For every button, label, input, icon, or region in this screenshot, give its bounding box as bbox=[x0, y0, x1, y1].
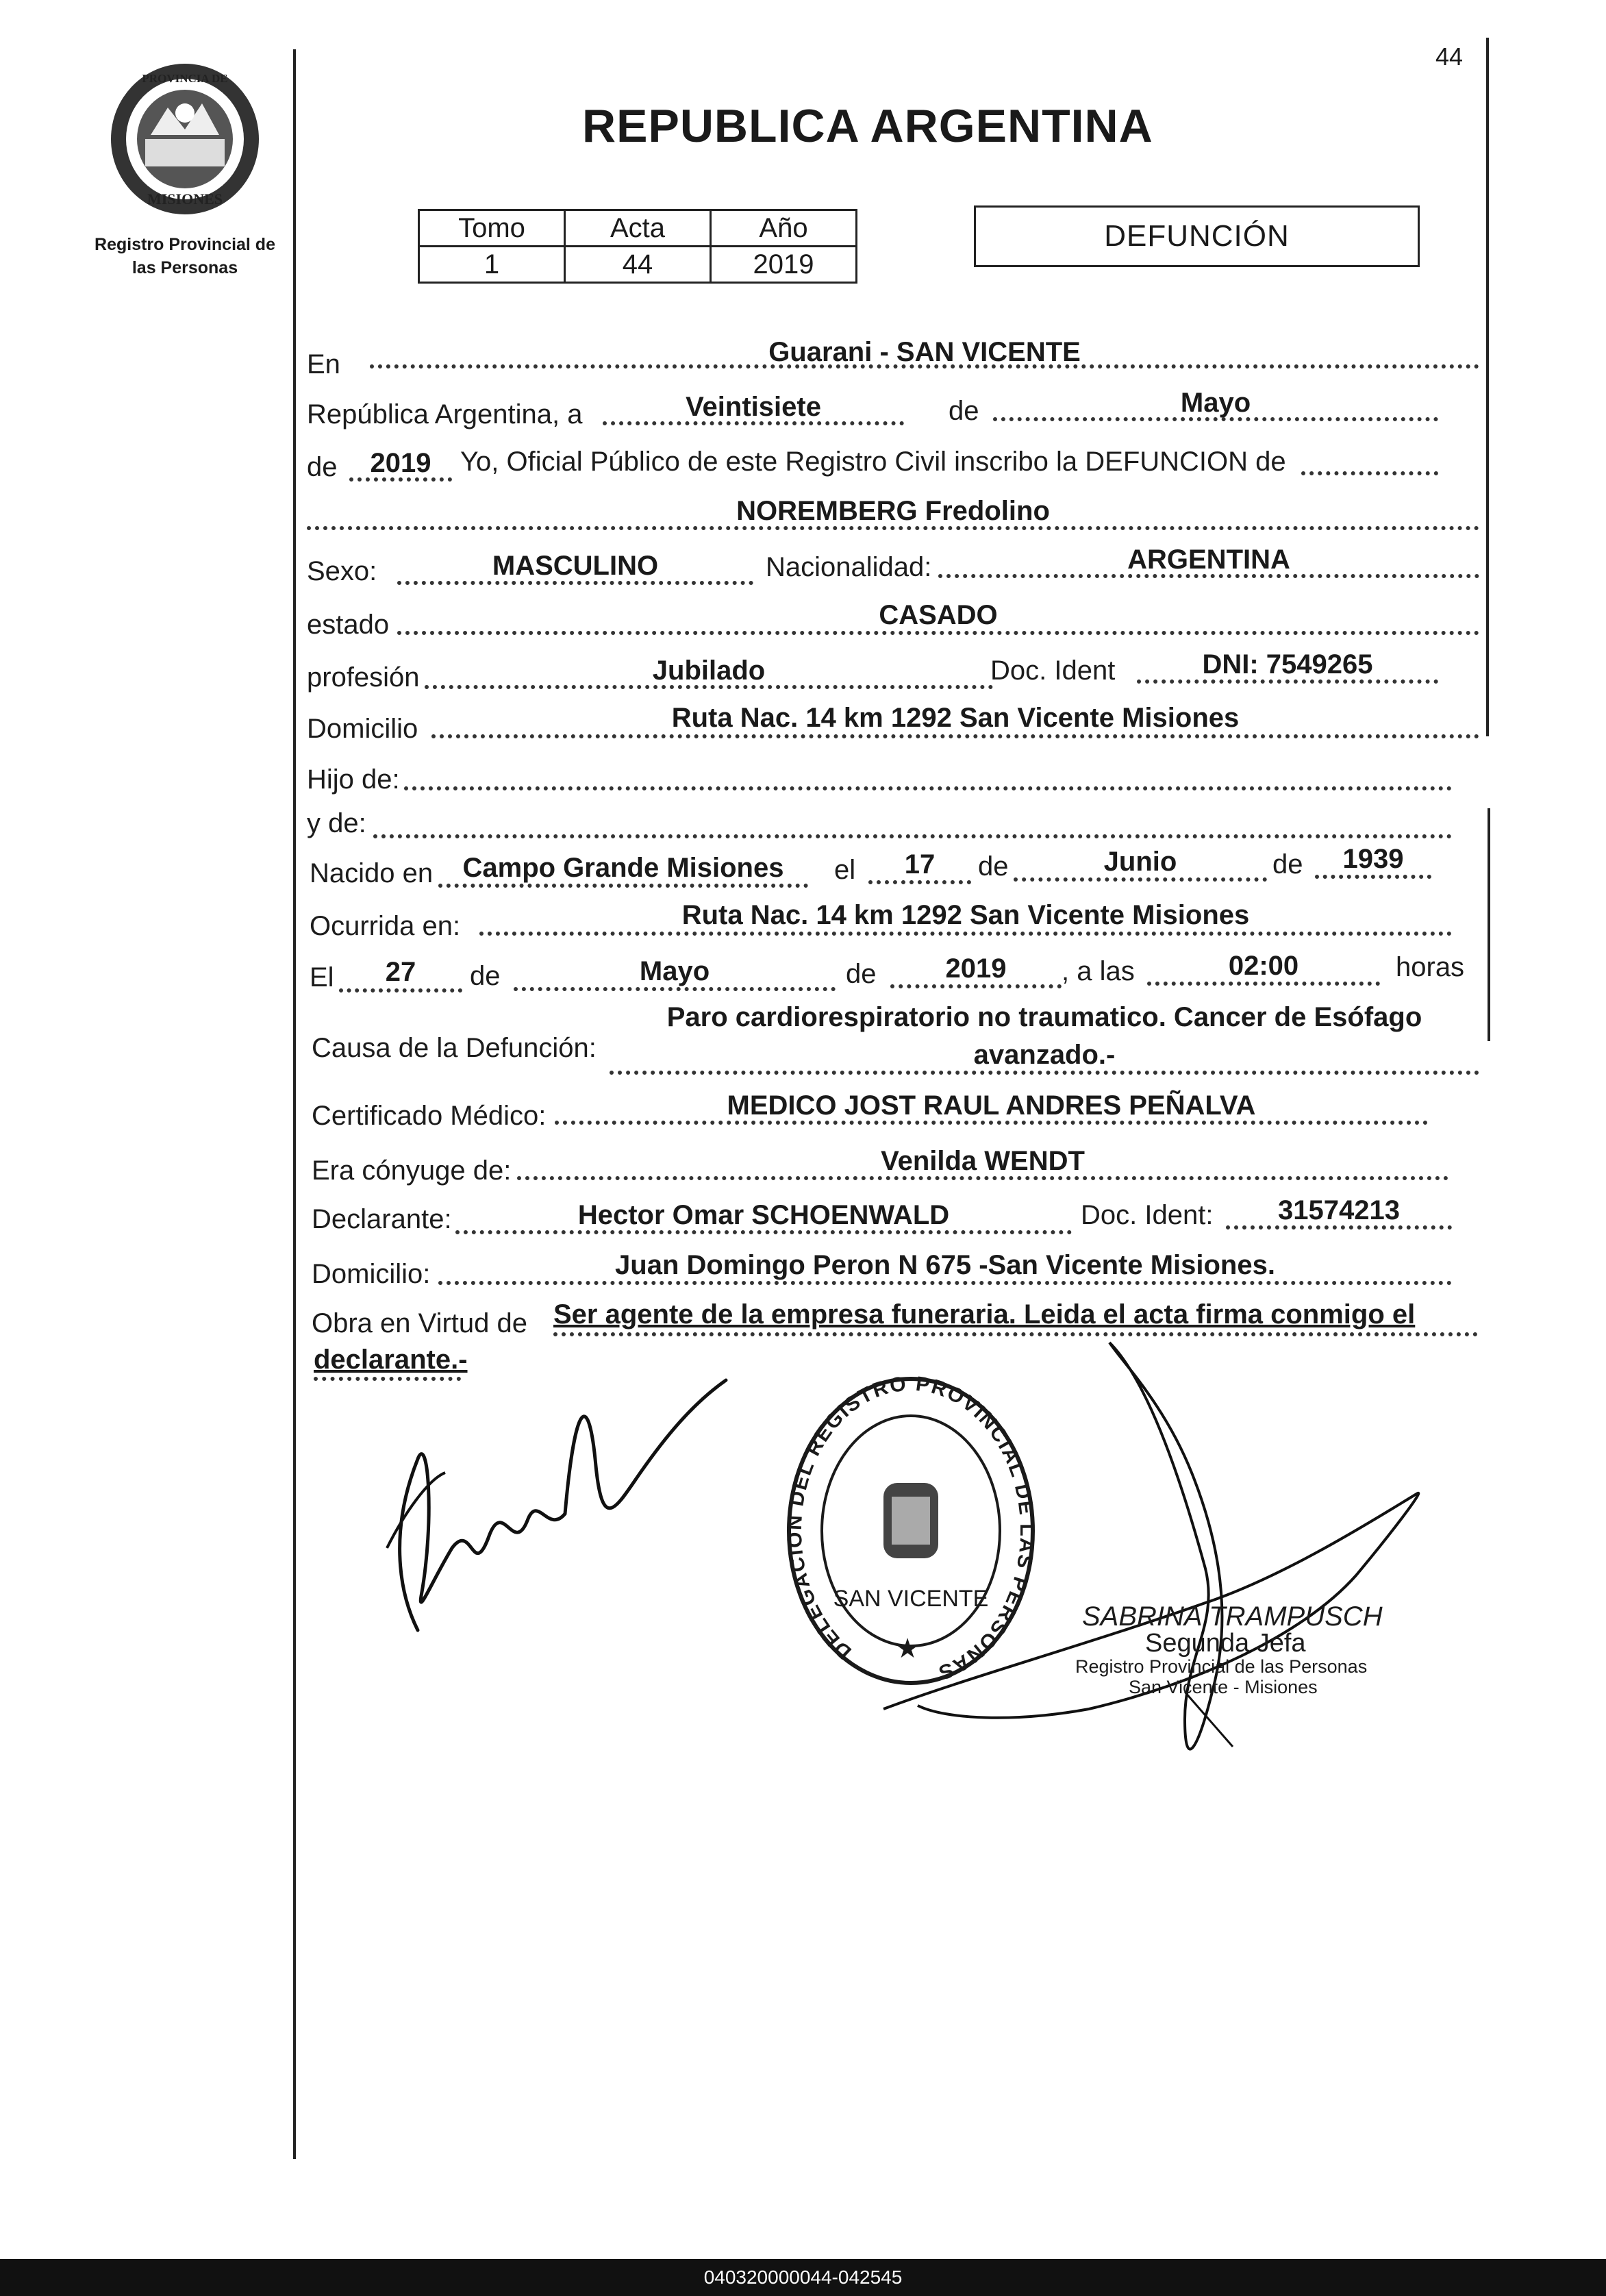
obra-label: Obra en Virtud de bbox=[312, 1308, 528, 1338]
sexo-dotted-line bbox=[397, 581, 753, 585]
hijo-dotted-line bbox=[404, 786, 1452, 790]
de-year-label: de bbox=[307, 452, 338, 482]
profesion-value: Jubilado bbox=[652, 656, 766, 686]
yo-dotted-line bbox=[1301, 471, 1438, 475]
domicilio-value: Ruta Nac. 14 km 1292 San Vicente Misiones bbox=[671, 703, 1240, 733]
death-de-year-label: de bbox=[846, 959, 877, 989]
republica-label: República Argentina, a bbox=[307, 399, 583, 429]
right-margin-line-lower bbox=[1488, 808, 1490, 1041]
name-dotted-line bbox=[307, 526, 1479, 530]
el-cap-label: El bbox=[310, 962, 334, 993]
birth-day-dotted-line bbox=[868, 880, 971, 884]
barcode-strip: 040320000044-042545 bbox=[0, 2259, 1606, 2296]
declarant-signature bbox=[370, 1377, 733, 1644]
decl-domicilio-label: Domicilio: bbox=[312, 1259, 431, 1289]
ocurrida-dotted-line bbox=[479, 932, 1452, 936]
decl-domicilio-value: Juan Domingo Peron N 675 -San Vicente Misiones. bbox=[615, 1250, 1275, 1280]
el-label: el bbox=[834, 855, 856, 885]
stamp-ring-text: DELEGACION DEL REGISTRO PROVINCIAL DE LAS PERSONAS bbox=[783, 1372, 1039, 1685]
birth-day: 17 bbox=[904, 849, 936, 879]
en-label: En bbox=[307, 349, 340, 379]
obra-value: Ser agente de la empresa funeraria. Leida el acta firma conmigo el bbox=[553, 1299, 1416, 1330]
province-crest-logo bbox=[103, 58, 267, 219]
hijo-label: Hijo de: bbox=[307, 764, 400, 795]
record-header-tomo: Tomo bbox=[419, 210, 565, 247]
death-de-label: de bbox=[470, 961, 501, 991]
month-dotted-line bbox=[993, 417, 1438, 421]
left-margin-line bbox=[293, 49, 296, 2159]
official-place: San Vicente - Misiones bbox=[1129, 1677, 1318, 1697]
causa-line-2: avanzado.- bbox=[973, 1040, 1116, 1070]
en-value: Guarani - SAN VICENTE bbox=[768, 337, 1081, 367]
death-month: Mayo bbox=[639, 956, 710, 986]
page-title: REPUBLICA ARGENTINA bbox=[582, 100, 1153, 152]
birth-year-dotted-line bbox=[1315, 875, 1431, 879]
a-las-label: , a las bbox=[1062, 956, 1135, 986]
death-year: 2019 bbox=[945, 953, 1007, 984]
month-value: Mayo bbox=[1180, 388, 1251, 418]
record-value-tomo: 1 bbox=[419, 247, 565, 283]
horas-label: horas bbox=[1396, 952, 1465, 982]
official-role: Segunda Jefa bbox=[1145, 1629, 1306, 1658]
crest-top-text: PROVINCIA DE bbox=[142, 72, 228, 85]
domicilio-dotted-line bbox=[431, 734, 1479, 738]
day-value: Veintisiete bbox=[686, 392, 821, 422]
causa-dotted-line bbox=[610, 1071, 1479, 1075]
estado-dotted-line bbox=[397, 631, 1479, 635]
doc-ident-value: DNI: 7549265 bbox=[1202, 649, 1373, 679]
sexo-label: Sexo: bbox=[307, 556, 377, 586]
conyuge-dotted-line bbox=[517, 1176, 1448, 1180]
official-org: Registro Provincial de las Personas bbox=[1075, 1656, 1368, 1677]
death-month-dotted-line bbox=[514, 987, 836, 991]
certificado-value: MEDICO JOST RAUL ANDRES PEÑALVA bbox=[727, 1090, 1256, 1121]
nacido-value: Campo Grande Misiones bbox=[462, 853, 784, 883]
record-value-acta: 44 bbox=[565, 247, 711, 283]
en-dotted-line bbox=[370, 364, 1479, 369]
profesion-dotted-line bbox=[425, 685, 993, 689]
official-signature-scribble bbox=[863, 1336, 1438, 1801]
domicilio-label: Domicilio bbox=[307, 714, 418, 744]
estado-value: CASADO bbox=[879, 600, 998, 630]
sexo-value: MASCULINO bbox=[492, 551, 659, 581]
day-dotted-line bbox=[603, 421, 904, 425]
stamp-star-icon: ★ bbox=[895, 1634, 920, 1664]
conyuge-label: Era cónyuge de: bbox=[312, 1156, 512, 1186]
year-dotted-line bbox=[349, 477, 452, 482]
birth-de-label: de bbox=[978, 851, 1009, 882]
org-line-1: Registro Provincial de bbox=[95, 235, 275, 254]
right-margin-line bbox=[1486, 38, 1489, 736]
certificado-dotted-line bbox=[555, 1121, 1428, 1125]
official-name: SABRINA TRAMPUSCH bbox=[1082, 1601, 1383, 1632]
nacionalidad-label: Nacionalidad: bbox=[766, 552, 932, 582]
declarante-dotted-line bbox=[455, 1230, 1072, 1234]
obra-value-2: declarante.- bbox=[314, 1345, 468, 1375]
page-number: 44 bbox=[1435, 42, 1464, 71]
stamp-inner-text: SAN VICENTE bbox=[833, 1586, 989, 1612]
decl-doc-dotted-line bbox=[1226, 1225, 1452, 1230]
record-header-acta: Acta bbox=[565, 210, 711, 247]
record-value-ano: 2019 bbox=[711, 247, 857, 283]
decl-domicilio-dotted-line bbox=[438, 1281, 1452, 1285]
birth-de-year-label: de bbox=[1272, 849, 1303, 879]
ocurrida-label: Ocurrida en: bbox=[310, 911, 461, 941]
de-label: de bbox=[949, 396, 979, 426]
birth-year: 1939 bbox=[1342, 844, 1404, 874]
declarante-value: Hector Omar SCHOENWALD bbox=[577, 1200, 950, 1230]
record-header-ano: Año bbox=[711, 210, 857, 247]
death-time-dotted-line bbox=[1147, 982, 1380, 986]
nacido-label: Nacido en bbox=[310, 858, 434, 888]
birth-month: Junio bbox=[1103, 847, 1177, 877]
y-de-label: y de: bbox=[307, 808, 366, 838]
nacido-dotted-line bbox=[438, 884, 808, 888]
record-table bbox=[418, 209, 857, 284]
crest-bottom-text: MISIONES bbox=[147, 190, 223, 208]
estado-label: estado bbox=[307, 610, 390, 640]
death-time: 02:00 bbox=[1228, 951, 1299, 981]
death-day-dotted-line bbox=[339, 988, 462, 993]
causa-label: Causa de la Defunción: bbox=[312, 1033, 597, 1063]
org-line-2: las Personas bbox=[131, 258, 238, 277]
doc-ident-dotted-line bbox=[1137, 679, 1438, 684]
doc-ident-label: Doc. Ident bbox=[990, 656, 1116, 686]
certificado-label: Certificado Médico: bbox=[312, 1101, 547, 1131]
deceased-name: NOREMBERG Fredolino bbox=[736, 496, 1050, 526]
conyuge-value: Venilda WENDT bbox=[881, 1146, 1085, 1176]
ocurrida-value: Ruta Nac. 14 km 1292 San Vicente Misiones bbox=[681, 900, 1250, 930]
declarante-label: Declarante: bbox=[312, 1204, 452, 1234]
death-day: 27 bbox=[385, 957, 416, 987]
death-year-dotted-line bbox=[890, 984, 1062, 988]
nacionalidad-value: ARGENTINA bbox=[1127, 545, 1290, 575]
decl-doc-value: 31574213 bbox=[1278, 1195, 1400, 1225]
birth-month-dotted-line bbox=[1014, 877, 1267, 882]
profesion-label: profesión bbox=[307, 662, 420, 692]
yo-text: Yo, Oficial Público de este Registro Civil inscribo la DEFUNCION de bbox=[460, 447, 1286, 477]
document-type-box: DEFUNCIÓN bbox=[974, 205, 1420, 267]
decl-doc-label: Doc. Ident: bbox=[1081, 1200, 1214, 1230]
year-value: 2019 bbox=[370, 448, 431, 478]
causa-line-1: Paro cardiorespiratorio no traumatico. Cancer de Esófago bbox=[666, 1002, 1422, 1032]
y-de-dotted-line bbox=[373, 834, 1452, 838]
registry-org-name bbox=[75, 233, 294, 279]
nacionalidad-dotted-line bbox=[938, 574, 1479, 578]
